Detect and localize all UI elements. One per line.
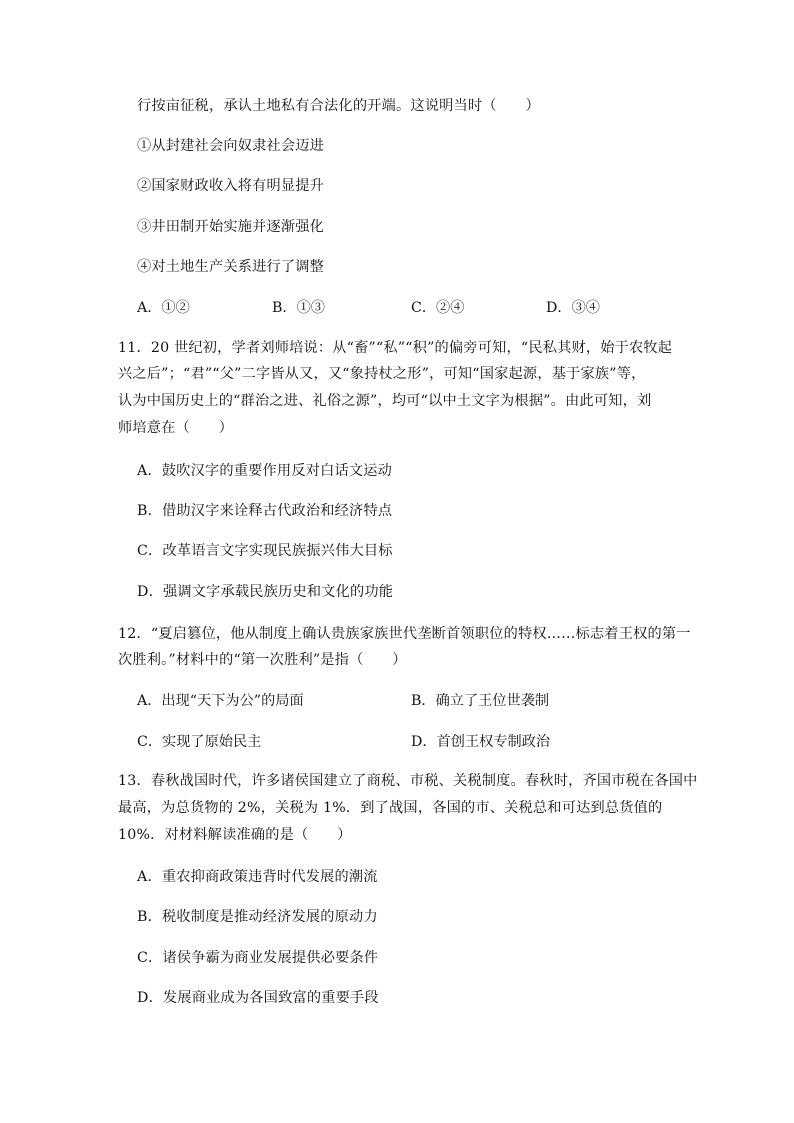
q10-item-3: ③井田制开始实施并逐渐强化 <box>137 219 325 235</box>
q13-stem-line-1: 13．春秋战国时代，许多诸侯国建立了商税、市税、关税制度。春秋时，齐国市税在各国中 <box>118 773 698 789</box>
q12-option-c: C．实现了原始民主 <box>137 734 262 750</box>
q11-stem-line-4: 师培意在（ ） <box>118 420 234 436</box>
q10-item-4: ④对土地生产关系进行了调整 <box>137 259 325 275</box>
q13-option-d: D．发展商业成为各国致富的重要手段 <box>137 990 379 1006</box>
q11-option-d: D．强调文字承载民族历史和文化的功能 <box>137 584 394 600</box>
q13-option-a: A．重农抑商政策违背时代发展的潮流 <box>137 869 378 885</box>
q11-option-a: A．鼓吹汉字的重要作用反对白话文运动 <box>137 463 393 479</box>
q10-option-a: A．①② <box>137 300 190 316</box>
q12-option-a: A．出现“天下为公”的局面 <box>137 693 304 709</box>
q12-stem-line-1: 12．“夏启篡位，他从制度上确认贵族家族世代垄断首领职位的特权……标志着王权的第一 <box>118 626 691 642</box>
q11-stem-line-1: 11．20 世纪初，学者刘师培说：从“畜”“私”“积”的偏旁可知，“民私其财，始于农牧起 <box>118 340 673 356</box>
q11-option-b: B．借助汉字来诠释古代政治和经济特点 <box>137 503 393 519</box>
q13-stem-line-2: 最高，为总货物的 2%，关税为 1%．到了战国，各国的市、关税总和可达到总货值的 <box>118 800 663 816</box>
q13-option-c: C．诸侯争霸为商业发展提供必要条件 <box>137 950 379 966</box>
q12-stem-line-2: 次胜利。”材料中的“第一次胜利”是指（ ） <box>118 652 407 668</box>
q10-item-1: ①从封建社会向奴隶社会迈进 <box>137 138 325 154</box>
q11-stem-line-2: 兴之后”；“君”“父”二字皆从又，又“象持杖之形”，可知“国家起源，基于家族”等， <box>118 366 646 382</box>
q11-option-c: C．改革语言文字实现民族振兴伟大目标 <box>137 543 393 559</box>
q10-stem-tail: 行按亩征税，承认土地私有合法化的开端。这说明当时（ ） <box>137 98 540 114</box>
q12-option-d: D．首创王权专制政治 <box>411 734 551 750</box>
q10-option-b: B．①③ <box>272 300 325 316</box>
q10-item-2: ②国家财政收入将有明显提升 <box>137 178 325 194</box>
q12-option-b: B．确立了王位世袭制 <box>411 693 550 709</box>
q11-stem-line-3: 认为中国历史上的“群治之进、礼俗之源”，均可“以中土文字为根据”。由此可知，刘 <box>118 393 652 409</box>
q10-option-d: D．③④ <box>546 300 600 316</box>
q13-stem-line-3: 10%．对材料解读准确的是（ ） <box>118 827 352 843</box>
q13-option-b: B．税收制度是推动经济发展的原动力 <box>137 909 378 925</box>
q10-option-c: C．②④ <box>411 300 465 316</box>
